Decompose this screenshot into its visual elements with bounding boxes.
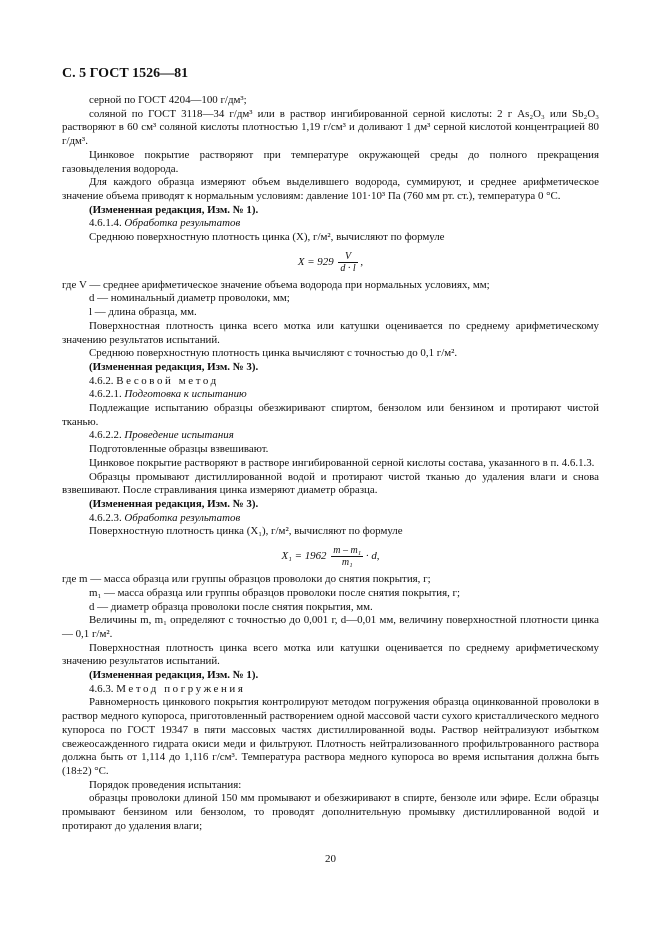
paragraph: Для каждого образца измеряют объем выделившего водорода, суммируют, и среднее арифметическое значение объема приводят к нормальным условиям: давление 101·10³ Па (760 мм рт. ст.), температура 0 °С. — [62, 176, 599, 202]
paragraph: Среднюю поверхностную плотность цинка вычисляют с точностью до 0,1 г/м². — [89, 347, 458, 360]
formula-lhs: X = 929 — [297, 255, 334, 268]
section-heading — [62, 512, 599, 526]
page-number: 20 — [325, 853, 336, 865]
revision-note: (Измененная редакция, Изм. № 3). — [89, 497, 259, 510]
document-body — [62, 94, 599, 833]
where-line: d — номинальный диаметр проволоки, мм; — [89, 292, 290, 305]
paragraph: соляной по ГОСТ 3118—34 г/дм³ или в раствор ингибированной серной кислоты: 2 г As₂O₃ или Sb₂O₃ растворяют в 60 см³ соляной кислоты плотностью 1,19 г/см³ и доливают 1 дм³ серной кислотой концентрацией 80 г/дм³. — [62, 107, 599, 148]
formula-numerator: m – m₁ — [333, 545, 362, 557]
paragraph: Порядок проведения испытания: — [89, 778, 242, 791]
paragraph: Поверхностную плотность цинка (X₁), г/м², вычисляют по формуле — [89, 525, 403, 538]
section-title: Обработка результатов — [124, 217, 241, 230]
where-line: где V — среднее арифметическое значение объема водорода при нормальных условиях, мм; — [62, 278, 490, 291]
section-title: Метод погружения — [116, 682, 246, 695]
formula-denominator: m₁ — [341, 557, 353, 569]
formula-lhs: X₁ = 1962 — [281, 550, 327, 563]
section-number: 4.6.3. — [89, 682, 114, 695]
revision-note: (Измененная редакция, Изм. № 1). — [89, 203, 259, 216]
formula-denominator: d · l — [340, 262, 356, 274]
paragraph: образцы проволоки длиной 150 мм промывают и обезжиривают в спирте, бензоле или эфире. Если образцы промывают бензином или бензолом, то проводят дополнительную промывку дистиллированной водой и протирают до удаления влаги; — [62, 792, 599, 832]
paragraph: Среднюю поверхностную плотность цинка (X), г/м², вычисляют по формуле — [89, 231, 445, 244]
paragraph: Величины m, m₁ определяют с точностью до 0,001 г, d—0,01 мм, величину поверхностной плотности цинка — 0,1 г/м². — [62, 614, 599, 640]
section-title: Весовой метод — [116, 374, 219, 387]
section-heading — [62, 388, 599, 402]
section-title: Подготовка к испытанию — [124, 388, 247, 401]
paragraph: серной по ГОСТ 4204—100 г/дм³; — [89, 94, 247, 106]
paragraph: Цинковое покрытие растворяют в растворе ингибированной серной кислоты состава, указанного в п. 4.6.1.3. — [89, 456, 595, 469]
paragraph: Подготовленные образцы взвешивают. — [89, 443, 269, 456]
where-line: l — длина образца, мм. — [89, 306, 197, 319]
section-title: Проведение испытания — [124, 429, 234, 442]
formula-tail: · d, — [365, 550, 380, 563]
paragraph: Поверхностная плотность цинка всего мотка или катушки оценивается по среднему арифметическому значению результатов испытаний. — [62, 319, 599, 346]
section-heading — [62, 375, 599, 389]
paragraph: Равномерность цинкового покрытия контролируют методом погружения образца оцинкованной проволоки в раствор медного купороса, приготовленный растворением одной массовой части сухого кристаллического медного купороса по ГОСТ 19347 в пяти массовых частях дистиллированной воды. Раствор нейтрализуют избытком свежеосажденного гидрата окиси меди и фильтруют. Плотность нейтрализованного профильтрованного раствора должна быть от 1,114 до 1,116 г/см³. Температура раствора медного купороса во время испытания должна быть (18±2) °С. — [62, 696, 599, 777]
formula-numerator: V — [338, 251, 357, 263]
section-number: 4.6.2.1. — [89, 388, 122, 401]
section-number: 4.6.2.3. — [89, 511, 122, 524]
where-line: где m — масса образца или группы образцов проволоки до снятия покрытия, г; — [62, 573, 431, 586]
section-number: 4.6.1.4. — [89, 217, 122, 230]
where-line: m₁ — масса образца или группы образцов проволоки после снятия покрытия, г; — [89, 586, 461, 599]
formula-x1 — [62, 543, 599, 569]
section-number: 4.6.2.2. — [89, 429, 122, 442]
formula-x — [62, 249, 599, 275]
formula-fraction — [331, 545, 363, 568]
section-title: Обработка результатов — [124, 511, 241, 524]
formula-tail: , — [360, 255, 364, 268]
section-heading — [62, 683, 599, 697]
section-heading — [62, 429, 599, 443]
revision-note: (Измененная редакция, Изм. № 1). — [89, 669, 259, 682]
paragraph: Образцы промывают дистиллированной водой и протирают чистой тканью до удаления влаги и снова взвешивают. После стравливания цинка измеряют диаметр образца. — [62, 470, 599, 497]
paragraph: Цинковое покрытие растворяют при температуре окружающей среды до полного прекращения газовыделения водорода. — [62, 148, 599, 175]
where-line: d — диаметр образца проволоки после снятия покрытия, мм. — [89, 600, 373, 613]
page-header: С. 5 ГОСТ 1526—81 — [62, 66, 189, 81]
paragraph: Поверхностная плотность цинка всего мотка или катушки оценивается по среднему арифметическому значению результатов испытаний. — [62, 641, 599, 668]
revision-note: (Измененная редакция, Изм. № 3). — [89, 360, 259, 373]
formula-fraction — [338, 251, 357, 274]
paragraph: Подлежащие испытанию образцы обезжиривают спиртом, бензолом или бензином и протирают чистой тканью. — [62, 402, 599, 428]
section-number: 4.6.2. — [89, 374, 114, 387]
section-heading — [62, 217, 599, 231]
